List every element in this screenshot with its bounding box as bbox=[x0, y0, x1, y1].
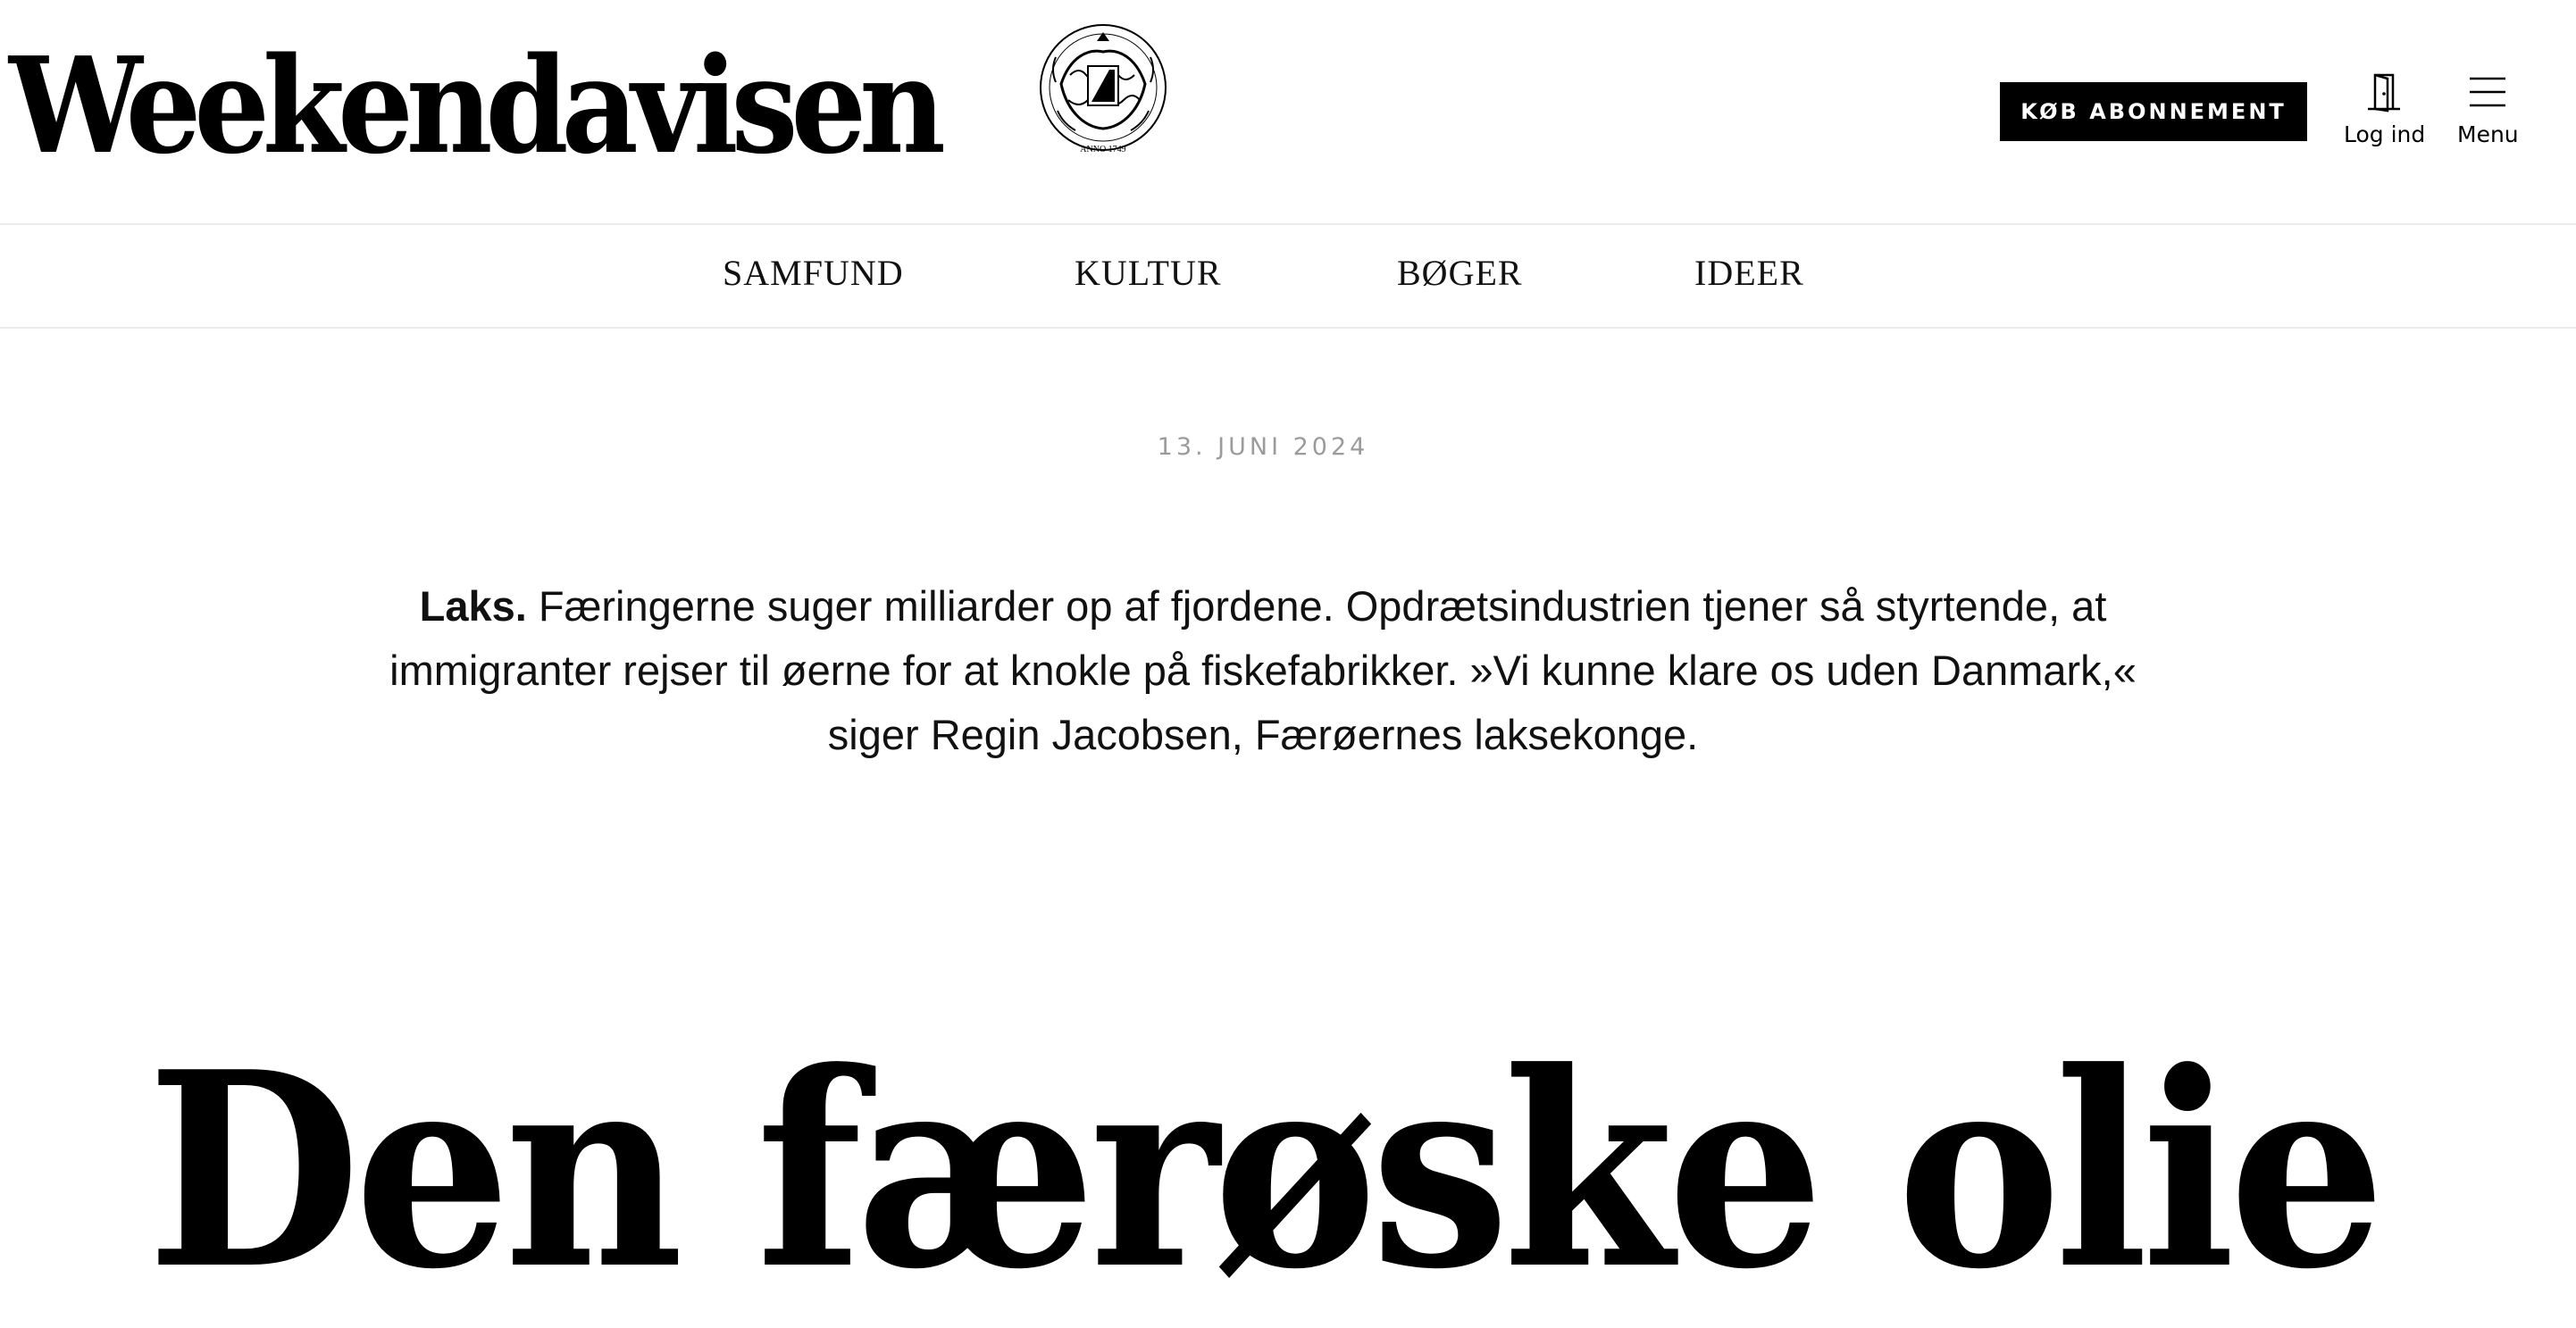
site-logo[interactable] bbox=[9, 25, 1041, 186]
login-button[interactable] bbox=[2344, 70, 2425, 147]
svg-text:ANNO 1749: ANNO 1749 bbox=[1080, 145, 1126, 155]
article-date: 13. JUNI 2024 bbox=[1157, 433, 1369, 461]
subscribe-button[interactable]: KØB ABONNEMENT bbox=[2000, 82, 2307, 141]
nav-item-boger[interactable]: BØGER bbox=[1397, 253, 1523, 293]
article-lead-text: Færingerne suger milliarder op af fjordene. Opdrætsindustrien tjener så styrtende, at immigranter rejser til øerne for at knokle på fiskefabrikker. »Vi kunne klare os uden Danmark,« siger Regin Jacobsen, Færøernes laksekonge. bbox=[389, 582, 2137, 758]
nav-item-ideer[interactable]: IDEER bbox=[1694, 253, 1804, 293]
article-lead bbox=[343, 574, 2183, 767]
site-header bbox=[0, 0, 2576, 225]
article-kicker: Laks. bbox=[419, 582, 527, 630]
seal-emblem-icon bbox=[1034, 21, 1172, 159]
article-headline: Den færøske olie bbox=[146, 1013, 2379, 1328]
logo-wordmark: Weekendavisen bbox=[9, 28, 939, 183]
hamburger-menu-icon bbox=[2465, 70, 2510, 114]
nav-item-samfund[interactable]: SAMFUND bbox=[723, 253, 904, 293]
section-nav bbox=[0, 225, 2576, 329]
menu-label: Menu bbox=[2457, 121, 2519, 147]
menu-button[interactable] bbox=[2457, 70, 2519, 147]
door-icon bbox=[2363, 70, 2407, 114]
nav-item-kultur[interactable]: KULTUR bbox=[1075, 253, 1222, 293]
login-label: Log ind bbox=[2344, 121, 2426, 147]
